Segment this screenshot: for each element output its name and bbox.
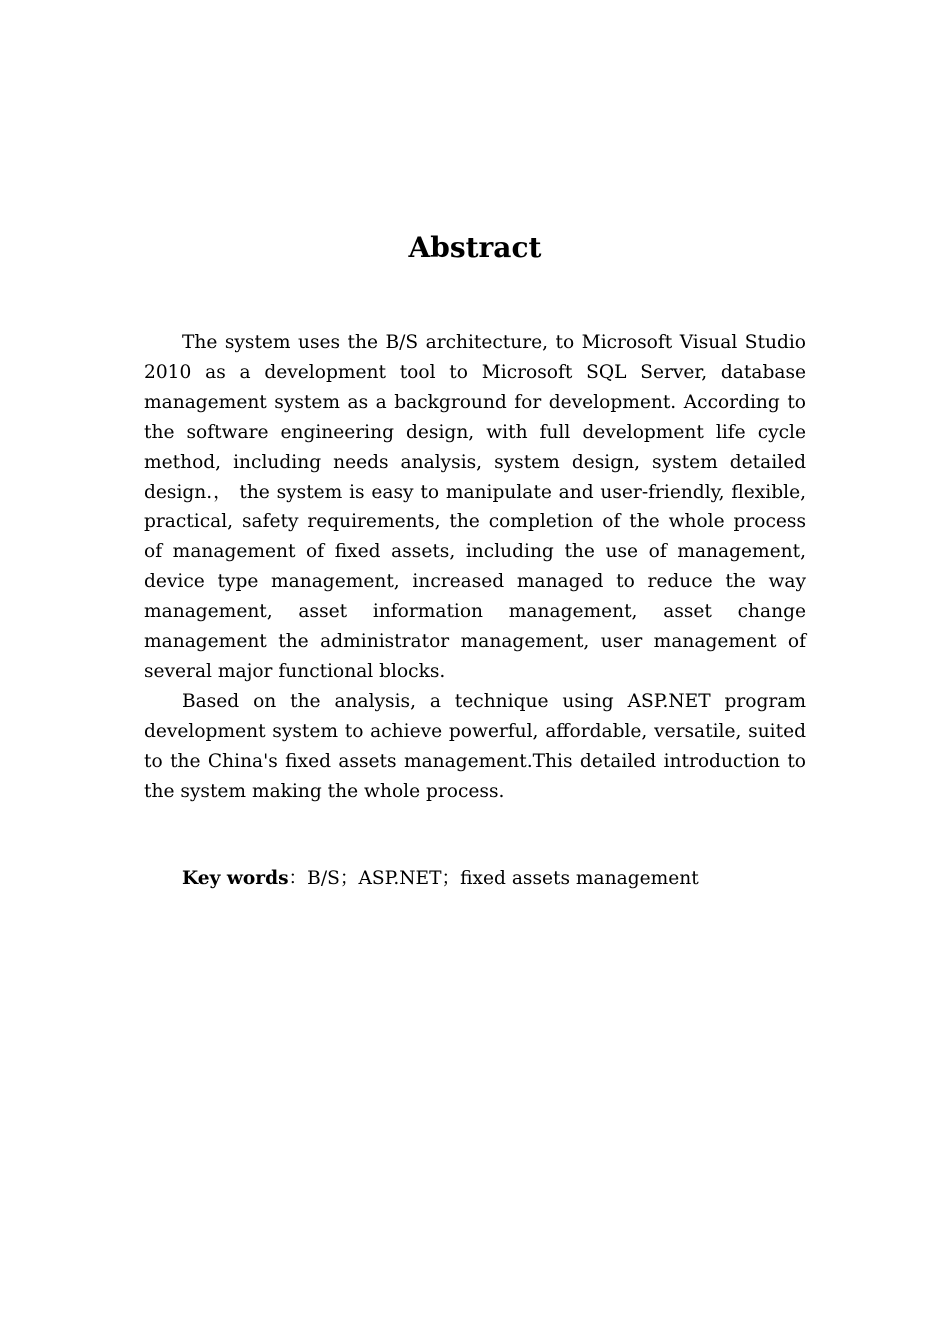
keywords-line [182,864,806,894]
keyword-separator: ； [339,868,359,889]
keyword-separator: ； [441,868,461,889]
keywords-label: Key words [182,868,289,889]
keyword-item: ASP.NET [358,868,442,889]
page-title: Abstract [408,231,542,264]
keyword-item: B/S [307,868,340,889]
keyword-item: fixed assets management [460,868,699,889]
keywords-separator: ： [288,868,308,889]
abstract-body [144,328,806,807]
abstract-paragraph-2: Based on the analysis, a technique using ASP.NET program development system to achieve powerful, affordable, versatile, suited to the China's fixed assets management.This detailed introduction to the system making the whole process. [144,690,806,802]
abstract-paragraph-1: The system uses the B/S architecture, to Microsoft Visual Studio 2010 as a development tool to Microsoft SQL Server, database management system as a background for development. According to the software engineering design, with full development life cycle method, including needs analysis, system design, system detailed design.， the system is easy to manipulate and user-friendly, flexible, practical, safety requirements, the completion of the whole process of management of fixed assets, including the use of management, device type management, increased managed to reduce the way management, asset information management, asset change management the administrator management, user management of several major functional blocks. [144,332,806,682]
